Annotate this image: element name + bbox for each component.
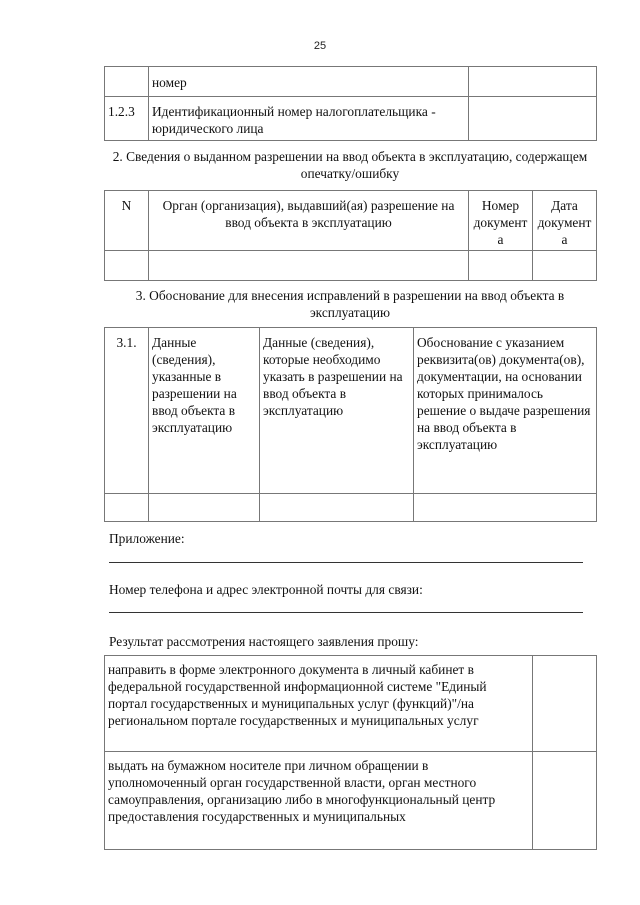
table-row: [105, 494, 597, 522]
empty-cell[interactable]: [469, 251, 533, 281]
option-electronic: направить в форме электронного документа в личный кабинет в федеральной государственной информационной системе "Единый портал государственных и муниципальных услуг (функций)"/на региональном портале государственных и муниципальных услуг: [105, 656, 533, 752]
applicant-info-table: [104, 66, 597, 141]
correction-grounds-table: [104, 327, 597, 522]
row-value[interactable]: [469, 67, 597, 97]
row-number: 3.1.: [105, 328, 149, 494]
empty-cell[interactable]: [105, 494, 149, 522]
table-row: [105, 251, 597, 281]
empty-cell[interactable]: [414, 494, 597, 522]
row-label: номер: [149, 67, 469, 97]
column-justification: Обоснование с указанием реквизита(ов) документа(ов), документации, на основании которых принималось решение о выдаче разрешения на ввод объекта в эксплуатацию: [414, 328, 597, 494]
option-electronic-checkbox[interactable]: [533, 656, 597, 752]
empty-cell[interactable]: [149, 494, 260, 522]
empty-cell[interactable]: [533, 251, 597, 281]
result-options-table: [104, 655, 597, 850]
table-header-row: [105, 191, 597, 251]
table-row: [105, 97, 597, 141]
empty-cell[interactable]: [260, 494, 414, 522]
row-number: 1.2.3: [105, 97, 149, 141]
section-3-heading: 3. Обоснование для внесения исправлений в разрешении на ввод объекта в эксплуатацию: [135, 288, 565, 320]
column-header-authority: Орган (организация), выдавший(ая) разрешение на ввод объекта в эксплуатацию: [149, 191, 469, 251]
column-header-number: N: [105, 191, 149, 251]
row-number: [105, 67, 149, 97]
column-stated-data: Данные (сведения), указанные в разрешении на ввод объекта в эксплуатацию: [149, 328, 260, 494]
column-header-doc-number: Номер документа: [469, 191, 533, 251]
table-row: [105, 752, 597, 850]
column-required-data: Данные (сведения), которые необходимо указать в разрешении на ввод объекта в эксплуатацию: [260, 328, 414, 494]
table-row: [105, 328, 597, 494]
attachment-line[interactable]: [109, 562, 583, 563]
section-2-heading: 2. Сведения о выданном разрешении на ввод объекта в эксплуатацию, содержащем опечатку/ошибку: [112, 149, 588, 181]
column-header-doc-date: Дата документа: [533, 191, 597, 251]
contact-line[interactable]: [109, 612, 583, 613]
table-row: [105, 67, 597, 97]
option-paper: выдать на бумажном носителе при личном обращении в уполномоченный орган государственной власти, орган местного самоуправления, организацию либо в многофункциональный центр предоставления государственных и муниципальных: [105, 752, 533, 850]
row-label: Идентификационный номер налогоплательщика - юридического лица: [149, 97, 469, 141]
empty-cell[interactable]: [149, 251, 469, 281]
row-value[interactable]: [469, 97, 597, 141]
table-row: [105, 656, 597, 752]
attachment-label: Приложение:: [109, 531, 185, 546]
permit-info-table: [104, 190, 597, 281]
result-label: Результат рассмотрения настоящего заявления прошу:: [109, 634, 419, 649]
page-number: 25: [313, 40, 327, 52]
empty-cell[interactable]: [105, 251, 149, 281]
option-paper-checkbox[interactable]: [533, 752, 597, 850]
contact-label: Номер телефона и адрес электронной почты для связи:: [109, 582, 423, 597]
